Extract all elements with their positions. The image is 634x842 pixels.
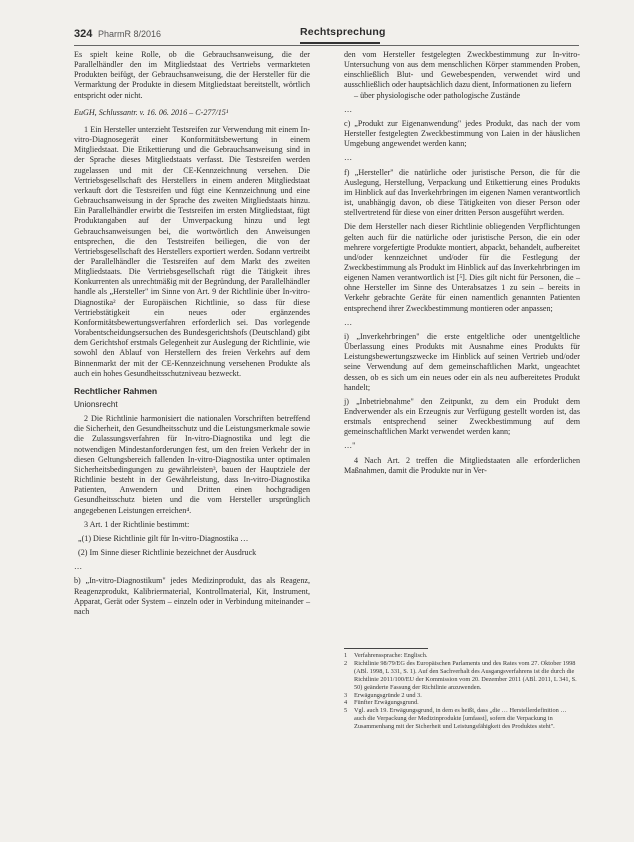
paragraph: 2 Die Richtlinie harmonisiert die nationalen Vorschriften betreffend die Sicherheit, den Gesundheitsschutz und die Leistungsmerkmale sowie die Zulassungsverfahren für In-vitro-Diagnostika und legt die notwendigen Mindestanforderungen fest, um den freien Verkehr der in diesen Geltungsbereich fallenden In-vitro-Diagnostika unter optimalen Sicherheitsbedingungen zu gewährleisten³, bauen der Hauptziele der Richtlinie besteht in der Gewährleistung, dass In-vitro-Diagnostika Patienten, Anwendern und Dritten einen hochgradigen Gesundheitsschutz bieten und die vom Hersteller ursprünglich angegebenen Leistungen erreichen⁴. bbox=[74, 414, 311, 515]
section-rule bbox=[300, 42, 380, 44]
footnote bbox=[344, 692, 580, 700]
footnote-text: Vgl. auch 19. Erwägungsgrund, in dem es heißt, dass „die … Herstellerdefinition … auch die Verpackung der Medizinprodukte [umfasst], sofern die Verpackung in Zusammenhang mit der Sicherheit und Leistungsfähigkeit des Produktes steht". bbox=[354, 707, 567, 731]
section-title: Rechtsprechung bbox=[300, 26, 386, 38]
case-reference: EuGH, Schlussantr. v. 16. 06. 2016 – C-277/15¹ bbox=[74, 107, 229, 117]
footnote bbox=[344, 652, 580, 660]
paragraph: i) „Inverkehrbringen" die erste entgeltliche oder unentgeltliche Überlassung eines Produkts mit Ausnahme eines Produkts für Leistungsbewertungszwecke im Hinblick auf seinen Vertrieb und/oder seine Verwendung auf dem gemeinschaftlichen Markt, ungeachtet dessen, ob es sich um ein neues oder ein als neu aufbereitetes Produkt handelt; bbox=[344, 331, 580, 392]
footnote-number: 1 bbox=[344, 652, 348, 659]
paragraph: f) „Hersteller" die natürliche oder juristische Person, die für die Auslegung, Herstellung, Verpackung und Etikettierung eines Produkts im Hinblick auf das Inverkehrbringen im eigenen Namen verantwortlich ist, unabhängig davon, ob diese Tätigkeiten von dieser Person oder stellvertretend für diese von einer dritten Person ausgeführt werden. bbox=[344, 167, 580, 218]
ellipsis: …" bbox=[344, 441, 356, 451]
paragraph: c) „Produkt zur Eigenanwendung" jedes Produkt, das nach der vom Hersteller festgelegten Zweckbestimmung von Laien in der häuslichen Umgebung angewendet werden kann; bbox=[344, 118, 580, 149]
paragraph: den vom Hersteller festgelegten Zweckbestimmung zur In-vitro-Untersuchung von aus dem menschlichen Körper stammenden Proben, einschließlich Blut- und Gewebespenden, verwendet wird und ausschließlich oder hauptsächlich dazu dient, Informationen zu liefern bbox=[344, 50, 580, 90]
quote-line: „(1) Diese Richtlinie gilt für In-vitro-Diagnostika … bbox=[78, 533, 249, 543]
footnote-text: Richtlinie 98/79/EG des Europäischen Parlaments und des Rates vom 27. Oktober 1998 (ABl. 1998, L 331, S. 1). Auf den Sachverhalt des Ausgangsverfahrens ist die durch die Richtlinie 2011/100/EU der Kommission vom 20. Dezember 2011 (ABl. 2011, L 341, S. 50) geänderte Fassung der Richtlinie anzuwenden. bbox=[354, 659, 577, 691]
paragraph: 3 Art. 1 der Richtlinie bestimmt: bbox=[84, 519, 190, 529]
paragraph: 4 Nach Art. 2 treffen die Mitgliedstaaten alle erforderlichen Maßnahmen, damit die Produkte nur in Ver- bbox=[344, 455, 580, 475]
footnote-rule bbox=[344, 648, 428, 649]
paragraph: Es spielt keine Rolle, ob die Gebrauchsanweisung, die der Parallelhändler den im Mitgliedstaat des Vertriebs vermarkteten Produkten beifügt, der Gebrauchsanweisung, die der Hersteller für die Vermarktung der Produkte in diesem Mitgliedstaat bereitstellt, wörtlich entspricht oder nicht. bbox=[74, 50, 310, 100]
footnote-number: 4 bbox=[344, 699, 348, 707]
paragraph: b) „In-vitro-Diagnostikum" jedes Medizinprodukt, das als Reagenz, Reagenzprodukt, Kalibriermaterial, Kontrollmaterial, Kit, Instrument, Apparat, Gerät oder System – einzeln oder in Verbindung miteinander – nach bbox=[74, 576, 310, 616]
paragraph: 1 Ein Hersteller unterzieht Testsreifen zur Verwendung mit einem In-vitro-Diagnosegerät einer Konformitätsbewertung in einem Mitgliedstaat. Die Etikettierung und die Gebrauchsanweisung sind in der Sprache dieses Mitgliedstaats verfasst. Die Testsreifen werden zugelassen und mit der CE-Kennzeichnung versehen. Die Vertriebsgesellschaft des Herstellers in einem anderen Mitgliedstaat verkauft dort die Testsreifen und fügt eine Kennzeichnung und eine Gebrauchsanweisung in der Sprache des zweiten Mitgliedstaats hinzu. Ein Parallelhändler erwirbt die Testsreifen im ersten Mitgliedstaat, fügt Produktangaben auf der Umverpackung hinzu und legt Gebrauchsanweisungen bei, die wortwörtlich den Anweisungen entsprechen, die den Teststreifen beiliegen, die von der Vertriebsgesellschaft des Herstellers exportiert werden. Sodann vertreibt der Parallelhändler die Testsreifen auf dem Markt des zweiten Mitgliedstaats. Die Vertriebsgesellschaft rügt die Tätigkeit ihres Konkurrenten als unrechtmäßig mit der Begründung, der Parallelhändler handle als „Hersteller" im Sinne von Art. 9 der Richtlinie über In-vitro-Diagnostika² der Europäischen Richtlinie, so dass für diese Vertriebstätigkeit ein neues oder ergänzendes Konformitätsbewertungsverfahren erforderlich sei. Das vorlegende Vorabentscheidungsersuchen des Bundesgerichtshofs (Deutschland) gibt dem Gerichtshof erstmals Gelegenheit zur Auslegung der Richtlinie, wie sowohl den Ablauf von Herstellern des freien Verkehrs auf dem Binnenmarkt der mit der CE-Kennzeichnung versehenen Produkte als auch ein hohes Gesundheitsschutzniveau bezweckt. bbox=[74, 124, 310, 378]
footnote-number: 2 bbox=[344, 659, 348, 667]
footnote-text: Fünfter Erwägungsgrund. bbox=[354, 699, 419, 707]
page-number: 324 bbox=[74, 28, 93, 40]
footnote bbox=[344, 660, 580, 692]
footnote-text: Verfahrenssprache: Englisch. bbox=[354, 652, 428, 659]
ellipsis: … bbox=[344, 104, 353, 114]
header-rule bbox=[74, 45, 579, 46]
subsection-heading: Unionsrecht bbox=[74, 400, 118, 409]
footnote bbox=[344, 699, 580, 707]
footnote-text: Erwägungsgründe 2 und 3. bbox=[354, 691, 422, 699]
ellipsis: … bbox=[344, 317, 353, 327]
paragraph: – über physiologische oder pathologische Zustände bbox=[354, 90, 521, 100]
footnote-number: 5 bbox=[344, 707, 348, 715]
paragraph: Die dem Hersteller nach dieser Richtlinie obliegenden Verpflichtungen gelten auch für die natürliche oder juristische Person, die ein oder mehrere vorgefertigte Produkte montiert, abpackt, behandelt, aufbereitet und/oder kennzeichnet und/oder für die Festlegung der Zweckbestimmung als Produkt im Hinblick auf das Inverkehrbringen im eigenen Namen verantwortlich ist [⁵]. Dies gilt nicht für Personen, die – ohne Hersteller im Sinne des Unterabsatzes 1 zu sein – bereits in Verkehr gebrachte Geräte für einen namentlich genannten Patienten entsprechend ihrer Zweckbestimmung montieren oder anpassen; bbox=[344, 222, 580, 313]
quote-line: (2) Im Sinne dieser Richtlinie bezeichnet der Ausdruck bbox=[78, 548, 257, 558]
journal-name: PharmR 8/2016 bbox=[98, 29, 162, 39]
right-column bbox=[344, 50, 580, 476]
paragraph: j) „Inbetriebnahme" den Zeitpunkt, zu dem ein Produkt dem Endverwender als ein Erzeugnis zur Verfügung gestellt worden ist, das erstmals entsprechend seiner Zweckbestimmung auf dem gemeinschaftlichen Markt verwendet werden kann; bbox=[344, 396, 580, 437]
footnote-number: 3 bbox=[344, 691, 348, 699]
page-header bbox=[74, 20, 579, 46]
footnotes bbox=[344, 652, 580, 731]
ellipsis: … bbox=[344, 153, 353, 163]
section-heading: Rechtlicher Rahmen bbox=[74, 385, 158, 396]
ellipsis: … bbox=[74, 562, 83, 572]
footnote bbox=[344, 707, 580, 731]
left-column bbox=[74, 50, 310, 617]
